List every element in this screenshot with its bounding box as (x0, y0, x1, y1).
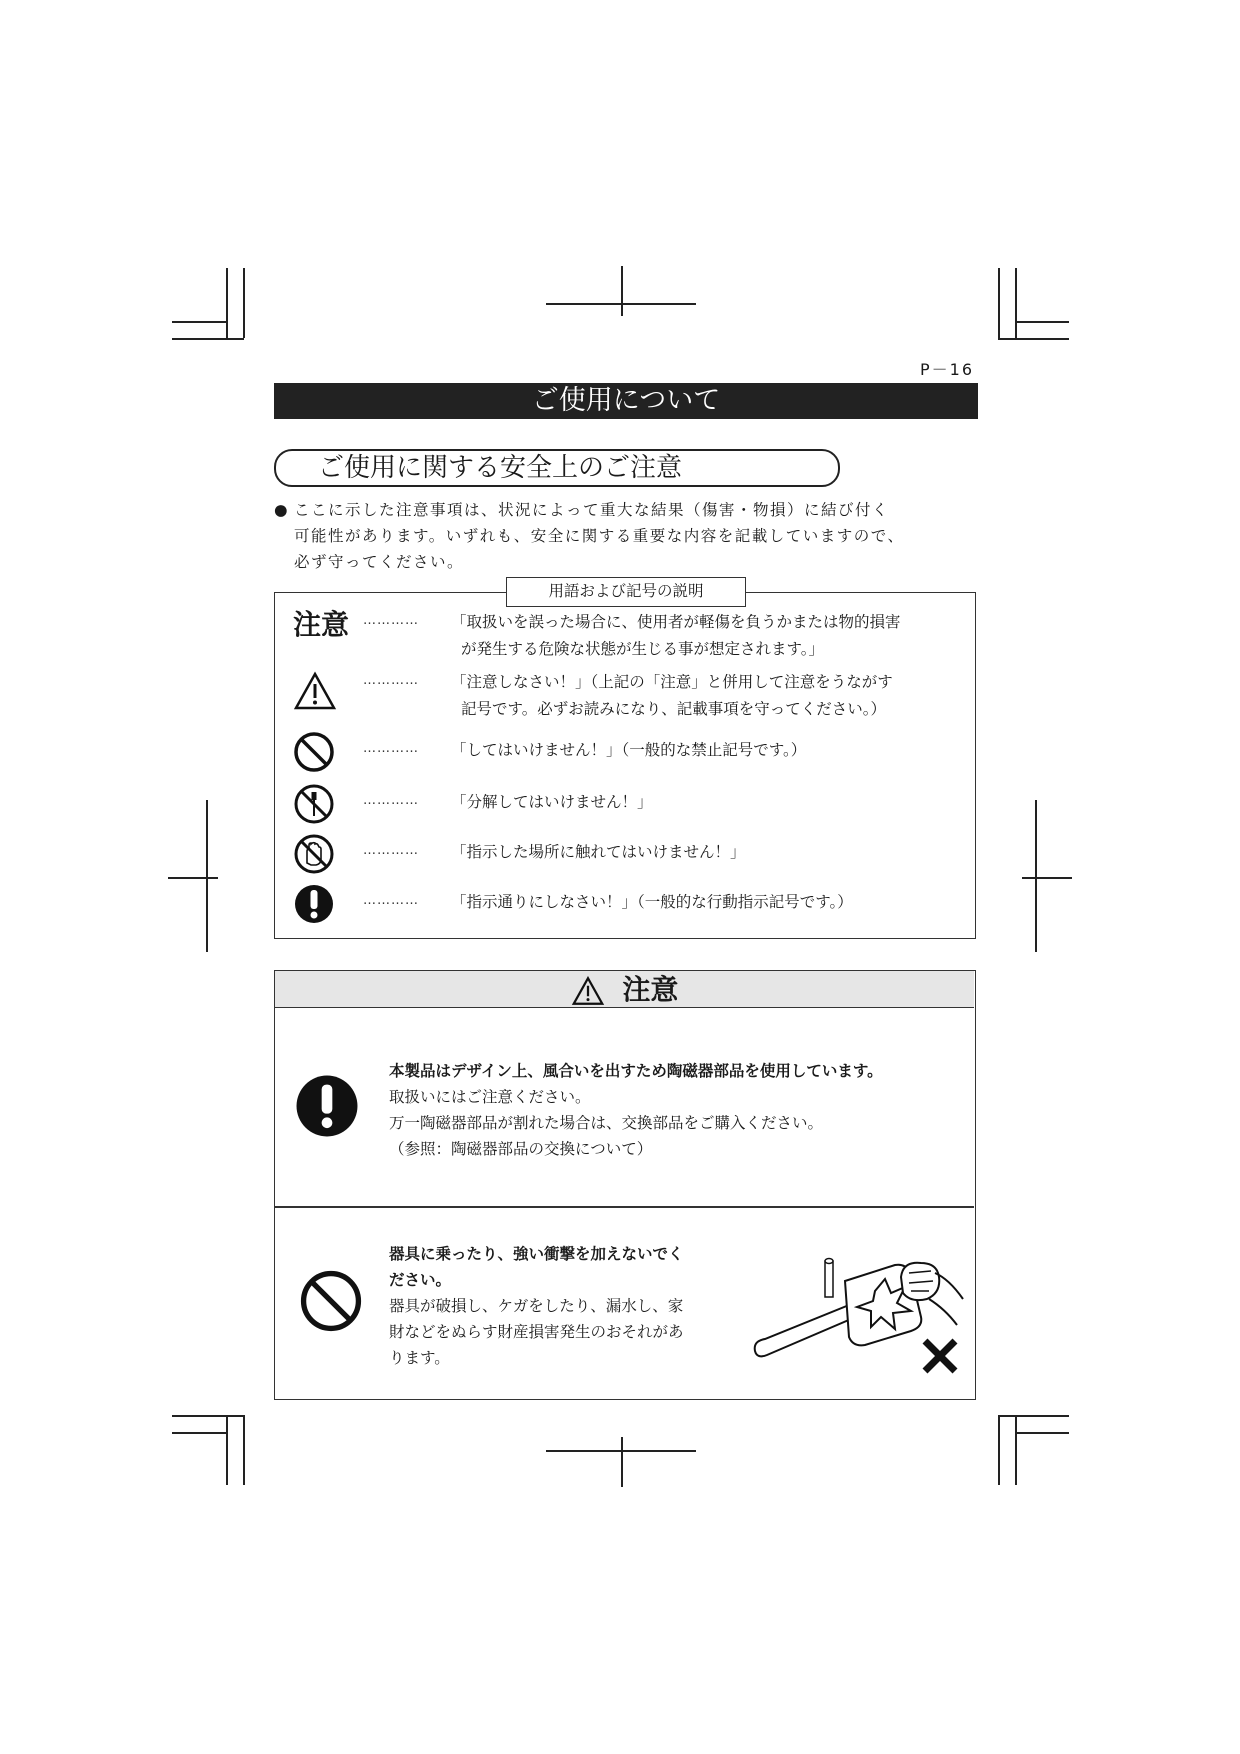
hand-striking-faucet-illustration (725, 1221, 965, 1385)
mandatory-action-icon (293, 883, 335, 929)
intro-line: 必ず守ってください。 (294, 553, 465, 571)
caution-item-text: 本製品はデザイン上、風合いを出すため陶磁器部品を使用しています。 取扱いにはご注意ください。 万一陶磁器部品が割れた場合は、交換部品をご購入ください。 （参照：陶磁器部品の交換について） (389, 1062, 883, 1158)
prohibition-icon (299, 1269, 363, 1337)
prohibition-icon (293, 731, 335, 777)
section-heading: ご使用に関する安全上のご注意 (274, 449, 840, 487)
page-title: ご使用について (274, 383, 978, 419)
caution-item-text: 器具に乗ったり、強い衝撃を加えないでく ださい。 器具が破損し、ケガをしたり、漏水し、家 財などをぬらす財産損害発生のおそれがあ ります。 (389, 1245, 684, 1367)
leader-dots: ………… (363, 843, 419, 858)
caution-label: 注意 (293, 608, 350, 641)
caution-header-label: 注意 (622, 973, 679, 1006)
legend-description: 「取扱いを誤った場合に、使用者が軽傷を負うかまたは物的損害 が発生する危険な状態が生じる事が想定されます。」 (451, 613, 901, 658)
mandatory-action-icon (295, 1074, 359, 1142)
legend-description: 「注意しなさい！」（上記の「注意」と併用して注意をうながす 記号です。必ずお読みになり、記載事項を守ってください。） (451, 673, 893, 718)
legend-title: 用語および記号の説明 (506, 577, 746, 607)
no-touch-icon (293, 833, 335, 879)
legend-description: 「してはいけません！」（一般的な禁止記号です。） (451, 741, 807, 759)
legend-description: 「指示した場所に触れてはいけません！」 (451, 843, 746, 861)
symbol-legend (274, 592, 976, 939)
legend-description: 「分解してはいけません！」 (451, 793, 653, 811)
caution-header (275, 971, 974, 1008)
intro-line: ここに示した注意事項は、状況によって重大な結果（傷害・物損）に結び付く (294, 501, 890, 519)
divider (275, 1206, 974, 1208)
leader-dots: ………… (363, 741, 419, 756)
page-number: P－16 (920, 360, 975, 379)
leader-dots: ………… (363, 673, 419, 688)
intro-line: 可能性があります。いずれも、安全に関する重要な内容を記載していますので、 (294, 527, 905, 545)
caution-panel (274, 970, 976, 1400)
leader-dots: ………… (363, 793, 419, 808)
legend-description: 「指示通りにしなさい！」（一般的な行動指示記号です。） (451, 893, 853, 911)
leader-dots: ………… (363, 893, 419, 908)
intro-paragraph (274, 497, 974, 575)
leader-dots: ………… (363, 613, 419, 628)
no-disassembly-icon (293, 783, 335, 829)
warning-triangle-icon (571, 973, 623, 1006)
warning-triangle-icon (293, 671, 337, 715)
bullet: ● (274, 501, 290, 519)
